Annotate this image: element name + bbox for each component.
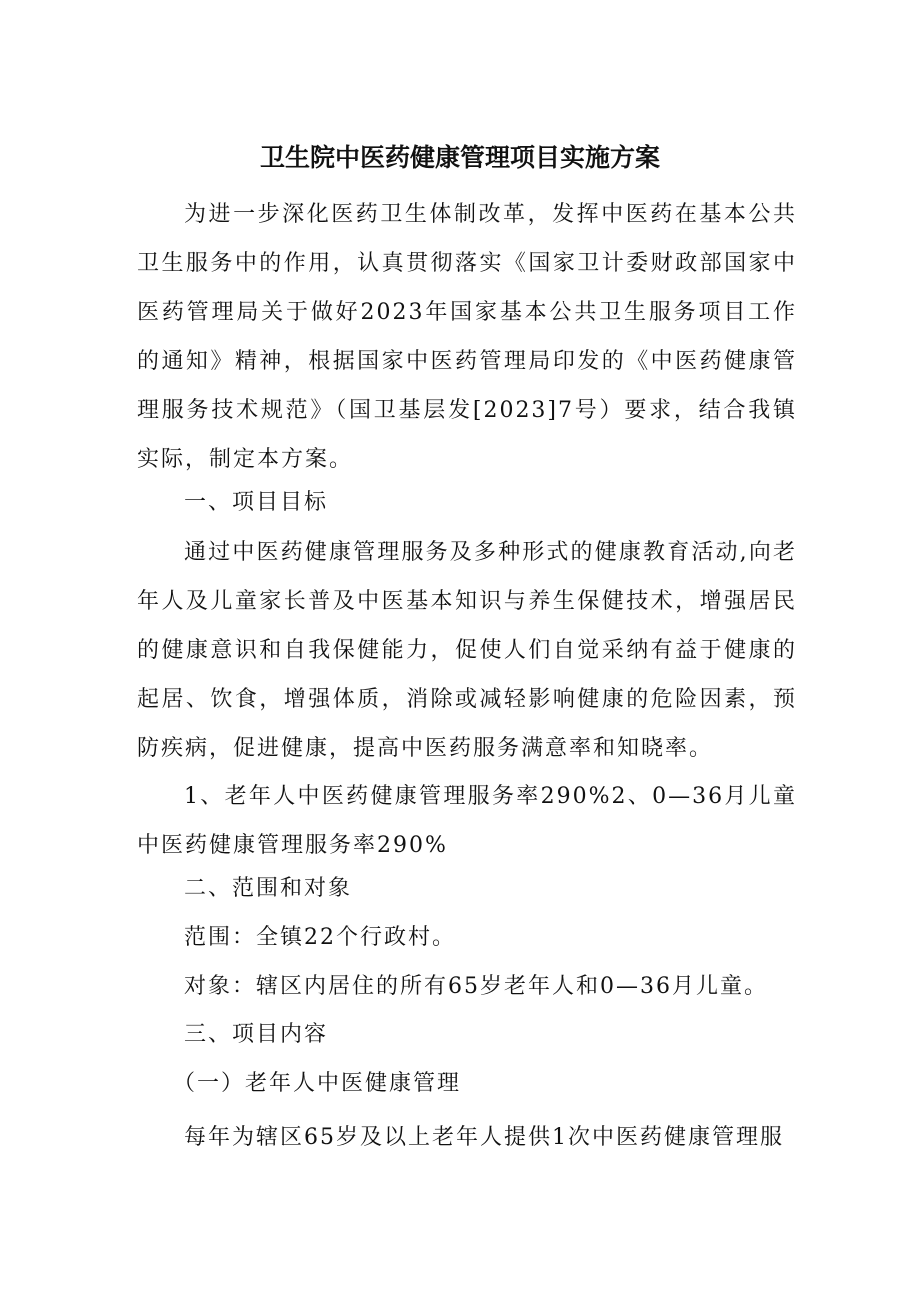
section-heading-content: 三、项目内容: [184, 1022, 329, 1047]
document-title: 卫生院中医药健康管理项目实施方案: [259, 143, 660, 172]
target-line: 对象：辖区内居住的所有65岁老年人和0—36月儿童。: [184, 974, 768, 999]
subsection-heading-elderly: （一）老年人中医健康管理: [173, 1071, 462, 1096]
intro-paragraph: 为进一步深化医药卫生体制改革，发挥中医药在基本公共卫生服务中的作用，认真贯彻落实《国家卫计委财政部国家中医药管理局关于做好2023年国家基本公共卫生服务项目工作的通知》精神，根据国家中医药管理局印发的《中医药健康管理服务技术规范》（国卫基层发[2023]7号）要求，结合我镇实际，制定本方案。: [137, 202, 797, 472]
elderly-service-line: 每年为辖区65岁及以上老年人提供1次中医药健康管理服: [184, 1125, 784, 1150]
goals-targets-paragraph: 1、老年人中医药健康管理服务率290%2、0—36月儿童中医药健康管理服务率290%: [137, 784, 797, 858]
goals-paragraph: 通过中医药健康管理服务及多种形式的健康教育活动,向老年人及儿童家长普及中医基本知识与养生保健技术，增强居民的健康意识和自我保健能力，促使人们自觉采纳有益于健康的起居、饮食，增强体质，消除或减轻影响健康的危险因素，预防疾病，促进健康，提高中医药服务满意率和知晓率。: [137, 540, 797, 761]
section-heading-scope: 二、范围和对象: [184, 876, 353, 901]
section-heading-goals: 一、项目目标: [184, 490, 329, 515]
scope-line: 范围：全镇22个行政村。: [184, 925, 456, 950]
